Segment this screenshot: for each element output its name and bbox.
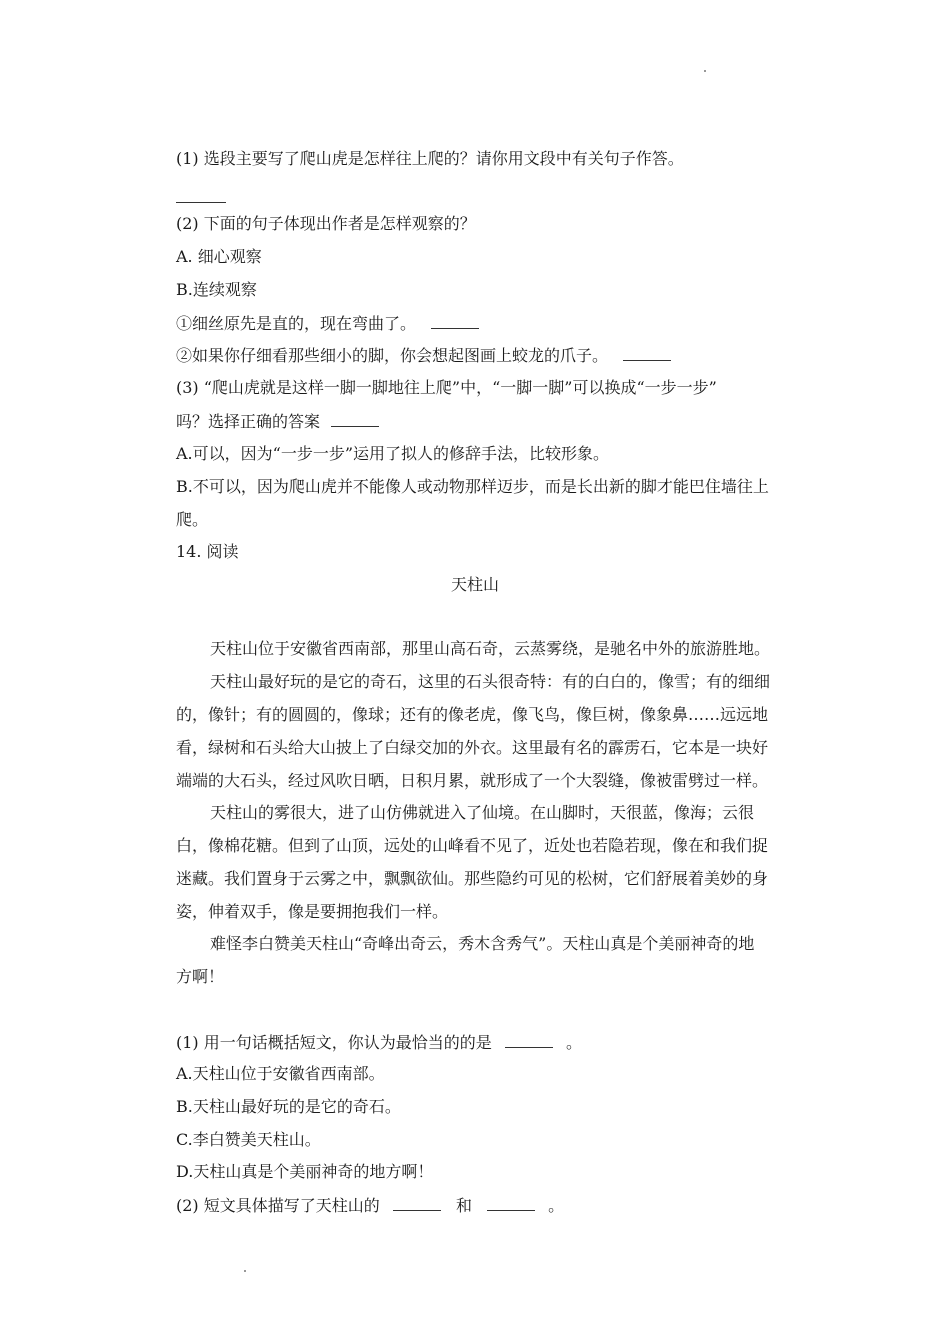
- passage-paragraph-3-line2: 白，像棉花糖。但到了山顶，远处的山峰看不见了，近处也若隐若现，像在和我们捉: [176, 836, 769, 855]
- q13-sub2-option-a: A. 细心观察: [176, 247, 262, 266]
- answer-blank[interactable]: [331, 410, 379, 427]
- q13-sub2-option-b: B.连续观察: [176, 280, 257, 299]
- q13-sub1-answer-blank[interactable]: [176, 186, 226, 209]
- passage-paragraph-2-line1: 天柱山最好玩的是它的奇石，这里的石头很奇特：有的白白的，像雪；有的细细: [210, 672, 771, 691]
- passage-paragraph-4-line2: 方啊！: [176, 967, 225, 986]
- q14-heading: 14. 阅读: [176, 542, 239, 561]
- q13-sub2-item1: [176, 312, 479, 335]
- q13-sub1-question: (1) 选段主要写了爬山虎是怎样往上爬的？请你用文段中有关句子作答。: [176, 149, 684, 168]
- q14-sub1-question: [176, 1031, 582, 1054]
- item-text: ②如果你仔细看那些细小的脚，你会想起图画上蛟龙的爪子。: [176, 346, 609, 365]
- passage-paragraph-2-line4: 端端的大石头，经过风吹日晒，日积月累，就形成了一个大裂缝，像被雷劈过一样。: [176, 771, 769, 790]
- q13-sub3-question-line1: (3) “爬山虎就是这样一脚一脚地往上爬”中，“一脚一脚”可以换成“一步一步”: [176, 378, 717, 397]
- q13-sub3-question-line2: [176, 410, 379, 433]
- answer-blank[interactable]: [487, 1194, 535, 1211]
- q13-sub2-question: (2) 下面的句子体现出作者是怎样观察的？: [176, 214, 476, 233]
- q13-sub3-option-a: A.可以，因为“一步一步”运用了拟人的修辞手法，比较形象。: [176, 444, 610, 463]
- answer-blank[interactable]: [431, 312, 479, 329]
- passage-paragraph-3-line1: 天柱山的雾很大，进了山仿佛就进入了仙境。在山脚时，天很蓝，像海；云很: [210, 803, 755, 822]
- question-text: (2) 短文具体描写了天柱山的: [176, 1196, 380, 1215]
- answer-blank[interactable]: [505, 1031, 553, 1048]
- question-text: 吗？选择正确的答案: [176, 412, 321, 431]
- passage-paragraph-4-line1: 难怪李白赞美天柱山“奇峰出奇云，秀木含秀气”。天柱山真是个美丽神奇的地: [210, 934, 755, 953]
- answer-blank[interactable]: [176, 186, 226, 203]
- q14-sub1-option-b: B.天柱山最好玩的是它的奇石。: [176, 1097, 401, 1116]
- q13-sub2-item2: [176, 344, 671, 367]
- q13-sub3-option-b-line2: 爬。: [176, 510, 209, 529]
- scan-dot: [704, 70, 706, 72]
- passage-paragraph-2-line2: 的，像针；有的圆圆的，像球；还有的像老虎，像飞鸟，像巨树，像象鼻……远远地: [176, 705, 769, 724]
- question-text: (1) 用一句话概括短文，你认为最恰当的的是: [176, 1033, 492, 1052]
- passage-paragraph-3-line3: 迷藏。我们置身于云雾之中，飘飘欲仙。那些隐约可见的松树，它们舒展着美妙的身: [176, 869, 769, 888]
- q14-sub1-option-c: C.李白赞美天柱山。: [176, 1130, 321, 1149]
- passage-paragraph-3-line4: 姿，伸着双手，像是要拥抱我们一样。: [176, 902, 449, 921]
- scan-dot: [244, 1270, 246, 1272]
- question-end: 。: [548, 1196, 565, 1215]
- passage-paragraph-1: 天柱山位于安徽省西南部，那里山高石奇，云蒸雾绕，是驰名中外的旅游胜地。: [210, 639, 771, 658]
- q14-sub1-option-d: D.天柱山真是个美丽神奇的地方啊！: [176, 1162, 434, 1181]
- passage-paragraph-2-line3: 看，绿树和石头给大山披上了白绿交加的外衣。这里最有名的霹雳石，它本是一块好: [176, 738, 769, 757]
- answer-blank[interactable]: [393, 1194, 441, 1211]
- q14-sub2-question: [176, 1194, 564, 1217]
- q14-sub1-option-a: A.天柱山位于安徽省西南部。: [176, 1064, 385, 1083]
- q13-sub3-option-b-line1: B.不可以，因为爬山虎并不能像人或动物那样迈步，而是长出新的脚才能巴住墙往上: [176, 477, 769, 496]
- question-and: 和: [455, 1196, 472, 1215]
- item-text: ①细丝原先是直的，现在弯曲了。: [176, 314, 417, 333]
- answer-blank[interactable]: [623, 344, 671, 361]
- question-end: 。: [565, 1033, 582, 1052]
- passage-title: 天柱山: [450, 575, 499, 594]
